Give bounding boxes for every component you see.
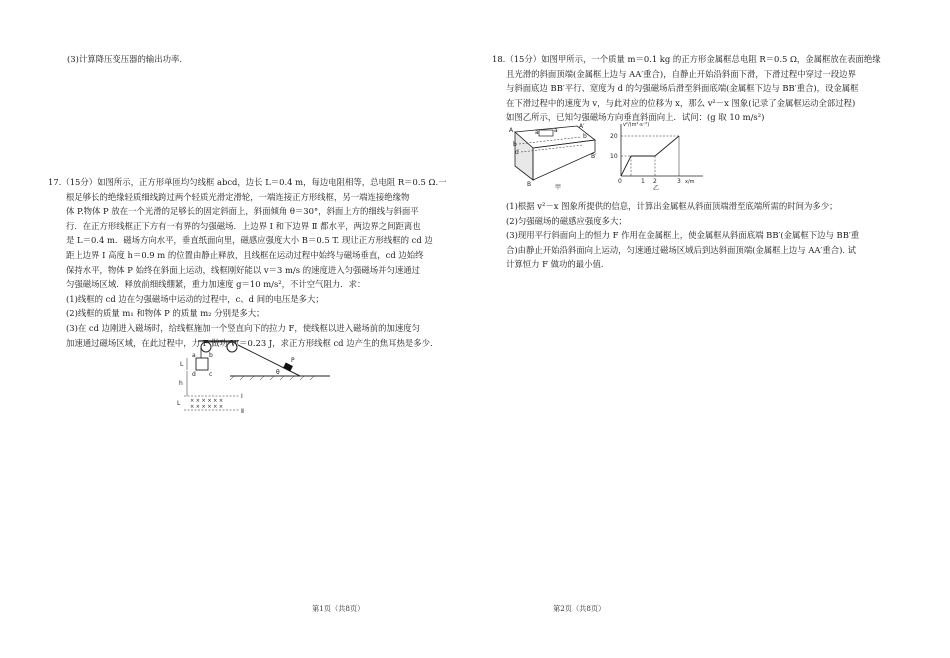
label-h: h <box>179 380 183 387</box>
q17-question-3-cont: 加速通过磁场区域，在此过程中，力 F 做功 W＝0.23 J，求正方形线框 cd 边产生的焦耳热是多少. <box>66 337 433 348</box>
q18-question-3: (3)现用平行斜面向上的恒力 F 作用在金属框上，使金属框从斜面底端 BB′(金属框下边与 BB′重 <box>506 230 860 241</box>
label-a: a <box>192 352 196 359</box>
label-a-prime: a′ <box>554 127 560 134</box>
label-P: P <box>291 357 295 364</box>
y-tick-10: 10 <box>610 153 618 160</box>
q18-line: 如图乙所示，已知匀强磁场方向垂直斜面向上．试问：(g 取 10 m/s²) <box>506 112 765 123</box>
q18-line: 在下滑过程中的速度为 v，与此对应的位移为 x，那么 v²－x 图象(记录了金属框运动全部过程) <box>506 97 856 108</box>
q17-figure <box>170 338 330 418</box>
q18-line: 且光滑的斜面顶端(金属框上边与 AA′重合)，自静止开始沿斜面下滑，下滑过程中穿过一段边界 <box>506 68 856 79</box>
field-row-1: × × × × × × <box>190 398 224 404</box>
q18-question-1: (1)根据 v²－x 图象所提供的信息，计算出金属框从斜面顶端滑至底端所需的时间为多少； <box>506 201 838 211</box>
label-II: Ⅱ <box>241 408 244 415</box>
q17-line: 保持水平，物体 P 始终在斜面上运动，线框刚好能以 v＝3 m/s 的速度进入匀强磁场并匀速通过 <box>66 264 420 275</box>
pulley-right <box>227 342 237 352</box>
label-L-frame: L <box>180 361 184 368</box>
q18-questions <box>506 199 926 272</box>
q18-question-2: (2)匀强磁场的磁感应强度多大； <box>506 215 627 226</box>
q17-question-1: (1)线框的 cd 边在匀强磁场中运动的过程中，c、d 间的电压是多大； <box>66 293 324 304</box>
q18-figure-yi <box>607 120 707 190</box>
q18-figure-jia <box>507 122 602 190</box>
x-tick-3: 3 <box>677 178 681 185</box>
x-tick-1: 1 <box>641 178 645 185</box>
q17-question-2: (2)线框的质量 m₁ 和物体 P 的质量 m₂ 分别是多大； <box>66 308 265 319</box>
label-A-prime: A′ <box>579 123 585 130</box>
label-a: a <box>535 129 539 136</box>
q17-line: 是 L＝0.4 m．磁场方向水平，垂直纸面向里，磁感应强度大小 B＝0.5 T. 现让正方形线框的 cd 边 <box>66 235 433 246</box>
label-d: d <box>192 371 196 378</box>
label-B: B <box>527 181 532 188</box>
q18-question-3-cont: 合)由静止开始沿斜面向上运动，匀速通过磁场区域后到达斜面顶端(金属框上边与 AA′重合). 试 <box>506 244 857 255</box>
q18-line: 与斜面底边 BB′平行、宽度为 d 的匀强磁场后滑至斜面底端(金属框下边与 BB′重合)，设金属框 <box>506 83 859 94</box>
q16-part3: (3)计算降压变压器的输出功率. <box>67 54 183 64</box>
x-axis-label: x/m <box>685 179 695 185</box>
label-c: c <box>209 371 213 378</box>
label-b: b <box>513 141 517 148</box>
label-theta: θ <box>276 369 280 376</box>
label-L-field: L <box>177 400 181 407</box>
q17-line: 行．在正方形线框正下方有一有界的匀强磁场．上边界 Ⅰ 和下边界 Ⅱ 都水平，两边界之间距离也 <box>66 220 421 231</box>
y-tick-20: 20 <box>610 133 618 140</box>
label-b-prime: b′ <box>583 133 589 140</box>
label-B-prime: B′ <box>591 153 597 160</box>
q18-text <box>492 52 912 125</box>
page-footer-1: 第1页（共8页） <box>312 604 365 613</box>
q17-line: 根足够长的绝缘轻质细线跨过两个轻质光滑定滑轮，一端连接正方形线框，另一端连接绝缘物 <box>66 191 410 202</box>
q17-line: 距上边界 Ⅰ 高度 h＝0.9 m 的位置由静止释放，且线框在运动过程中始终与磁场垂直，cd 边始终 <box>66 249 424 260</box>
right-page <box>475 0 950 658</box>
page-footer-2: 第2页（共8页） <box>553 604 606 613</box>
square-frame-abcd <box>196 358 208 370</box>
y-axis-label: v²/(m²·s⁻²) <box>623 122 650 128</box>
x-tick-2: 2 <box>653 178 657 185</box>
pulley-left <box>201 342 211 352</box>
field-row-2: × × × × × × <box>190 404 224 410</box>
q17-line: 17.（15分）如图所示，正方形单匝均匀线框 abcd，边长 L＝0.4 m，每边电阻相等，总电阻 R＝0.5 Ω.一 <box>48 177 447 187</box>
label-d: d <box>515 149 519 156</box>
q17-line: 匀强磁场区域．释放前细线绷紧，重力加速度 g＝10 m/s²，不计空气阻力．求： <box>66 279 366 290</box>
x-tick-0: 0 <box>618 178 622 185</box>
caption-yi: 乙 <box>653 185 660 190</box>
q17-question-3: (3)在 cd 边刚进入磁场时，给线框施加一个竖直向下的拉力 F，使线框以进入磁场前的加速度匀 <box>66 322 420 333</box>
q18-question-3-cont: 计算恒力 F 做功的最小值. <box>506 259 604 270</box>
label-I: Ⅰ <box>241 393 243 400</box>
q17-text <box>48 175 458 350</box>
q18-line: 18.（15分）如图甲所示，一个质量 m＝0.1 kg 的正方形金属框总电阻 R＝0.5 Ω，金属框放在表面绝缘 <box>492 54 881 64</box>
label-b: b <box>209 352 213 359</box>
q17-line: 体 P.物体 P 放在一个光滑的足够长的固定斜面上，斜面倾角 θ＝30°，斜面上方的细线与斜面平 <box>66 206 419 217</box>
caption-jia: 甲 <box>555 184 562 190</box>
label-A: A <box>509 127 514 134</box>
